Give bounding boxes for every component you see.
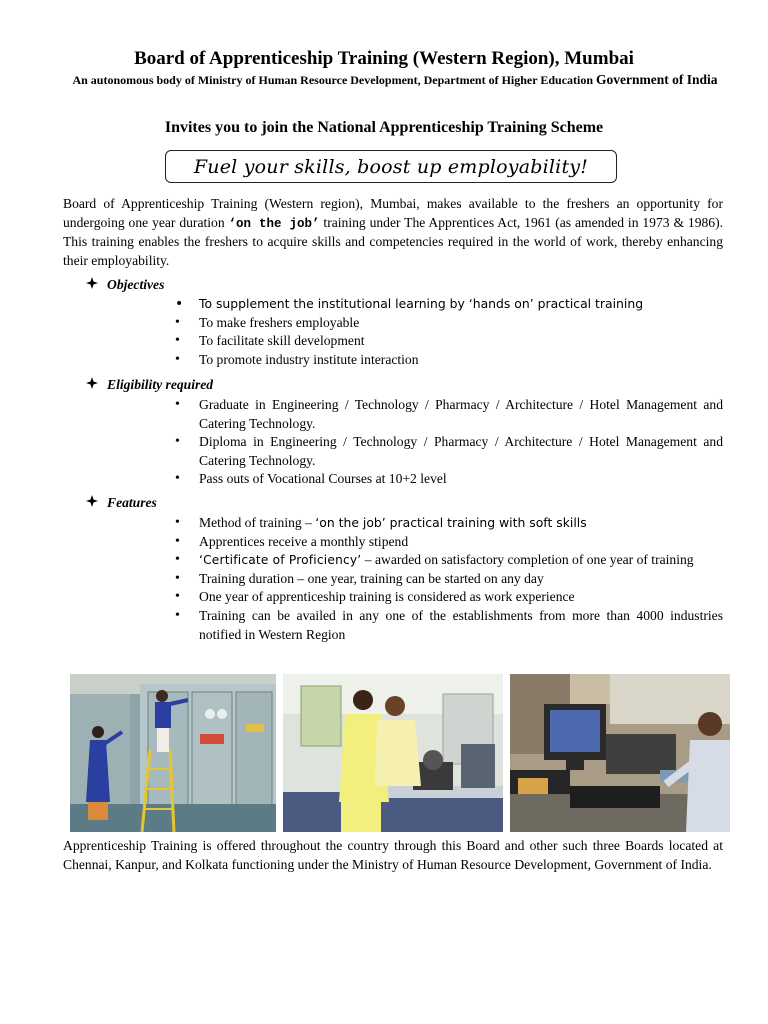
list-item	[175, 514, 723, 533]
intro-text-1: Board of Apprenticeship Training (Western region), Mumbai, makes available to the freshers an opportunity for undergoing one year duration	[63, 196, 723, 230]
slogan-box	[165, 150, 617, 183]
feature-text: Training can be availed in any one of the establishments from more than 4000 industries notified in Western Region	[199, 607, 723, 642]
list-item	[175, 551, 723, 570]
eligibility-heading	[86, 377, 213, 393]
photo-computer-workstation	[510, 674, 730, 832]
features-heading	[86, 495, 157, 511]
intro-text-2: training under The Apprentices Act, 1961 (as amended in 1973 & 1986). This training enables the freshers to acquire skills and competencies required in the world of work, thereby enhancing their employability.	[63, 214, 724, 268]
intro-highlight: ‘on the job’	[228, 216, 320, 231]
feature-styled-text: ‘Certificate of Proficiency’	[199, 553, 362, 568]
list-item: • To make freshers employable	[175, 314, 723, 333]
eligibility-heading-text: Eligibility required	[107, 377, 214, 392]
slogan-text: Fuel your skills, boost up employability!	[193, 155, 589, 178]
feature-text: One year of apprenticeship training is considered as work experience	[199, 589, 575, 605]
objectives-heading	[86, 277, 164, 293]
list-item	[175, 570, 723, 589]
photo-lab-workbench	[283, 674, 503, 832]
list-item: • Graduate in Engineering / Technology / Pharmacy / Architecture / Hotel Management and Catering Technology.	[175, 396, 723, 433]
list-item: • To facilitate skill development	[175, 332, 723, 351]
diamond-bullet-icon	[86, 377, 98, 393]
closing-paragraph: Apprenticeship Training is offered throughout the country through this Board and other such three Boards located at Chennai, Kanpur, and Kolkata functioning under the Ministry of Human Resource Development, Government of India.	[63, 838, 723, 872]
features-list	[175, 514, 723, 644]
feature-text: Apprentices receive a monthly stipend	[199, 533, 409, 549]
feature-styled-text: ‘on the job’ practical training with soft skills	[315, 515, 587, 530]
list-item	[175, 588, 723, 607]
feature-text: – awarded on satisfactory completion of one year of training	[361, 552, 694, 568]
list-item: • Pass outs of Vocational Courses at 10+2 level	[175, 470, 723, 489]
page-title: Board of Apprenticeship Training (Western Region), Mumbai	[134, 48, 634, 69]
subtitle-ministry: An autonomous body of Ministry of Human Resource Development, Department of Higher Education	[72, 73, 594, 87]
list-item: • To supplement the institutional learning by ‘hands on’ practical training	[175, 295, 723, 314]
list-item: • To promote industry institute interaction	[175, 351, 723, 370]
feature-text: Training duration – one year, training can be started on any day	[199, 570, 544, 586]
list-item: • Diploma in Engineering / Technology / Pharmacy / Architecture / Hotel Management and Catering Technology.	[175, 433, 723, 470]
subtitle-government: Government of India	[596, 72, 718, 87]
objectives-heading-text: Objectives	[107, 277, 165, 292]
features-heading-text: Features	[107, 495, 157, 510]
invitation-heading: Invites you to join the National Apprenticeship Training Scheme	[164, 119, 604, 136]
list-item	[175, 607, 723, 644]
photo-electrical-panel	[70, 674, 276, 832]
intro-paragraph	[63, 195, 723, 270]
list-item	[175, 533, 723, 552]
eligibility-list	[175, 396, 723, 489]
page-subtitle	[70, 71, 720, 89]
feature-text: Method of training –	[199, 515, 316, 530]
diamond-bullet-icon	[86, 495, 98, 511]
objectives-list	[175, 295, 723, 369]
diamond-bullet-icon	[86, 277, 98, 293]
